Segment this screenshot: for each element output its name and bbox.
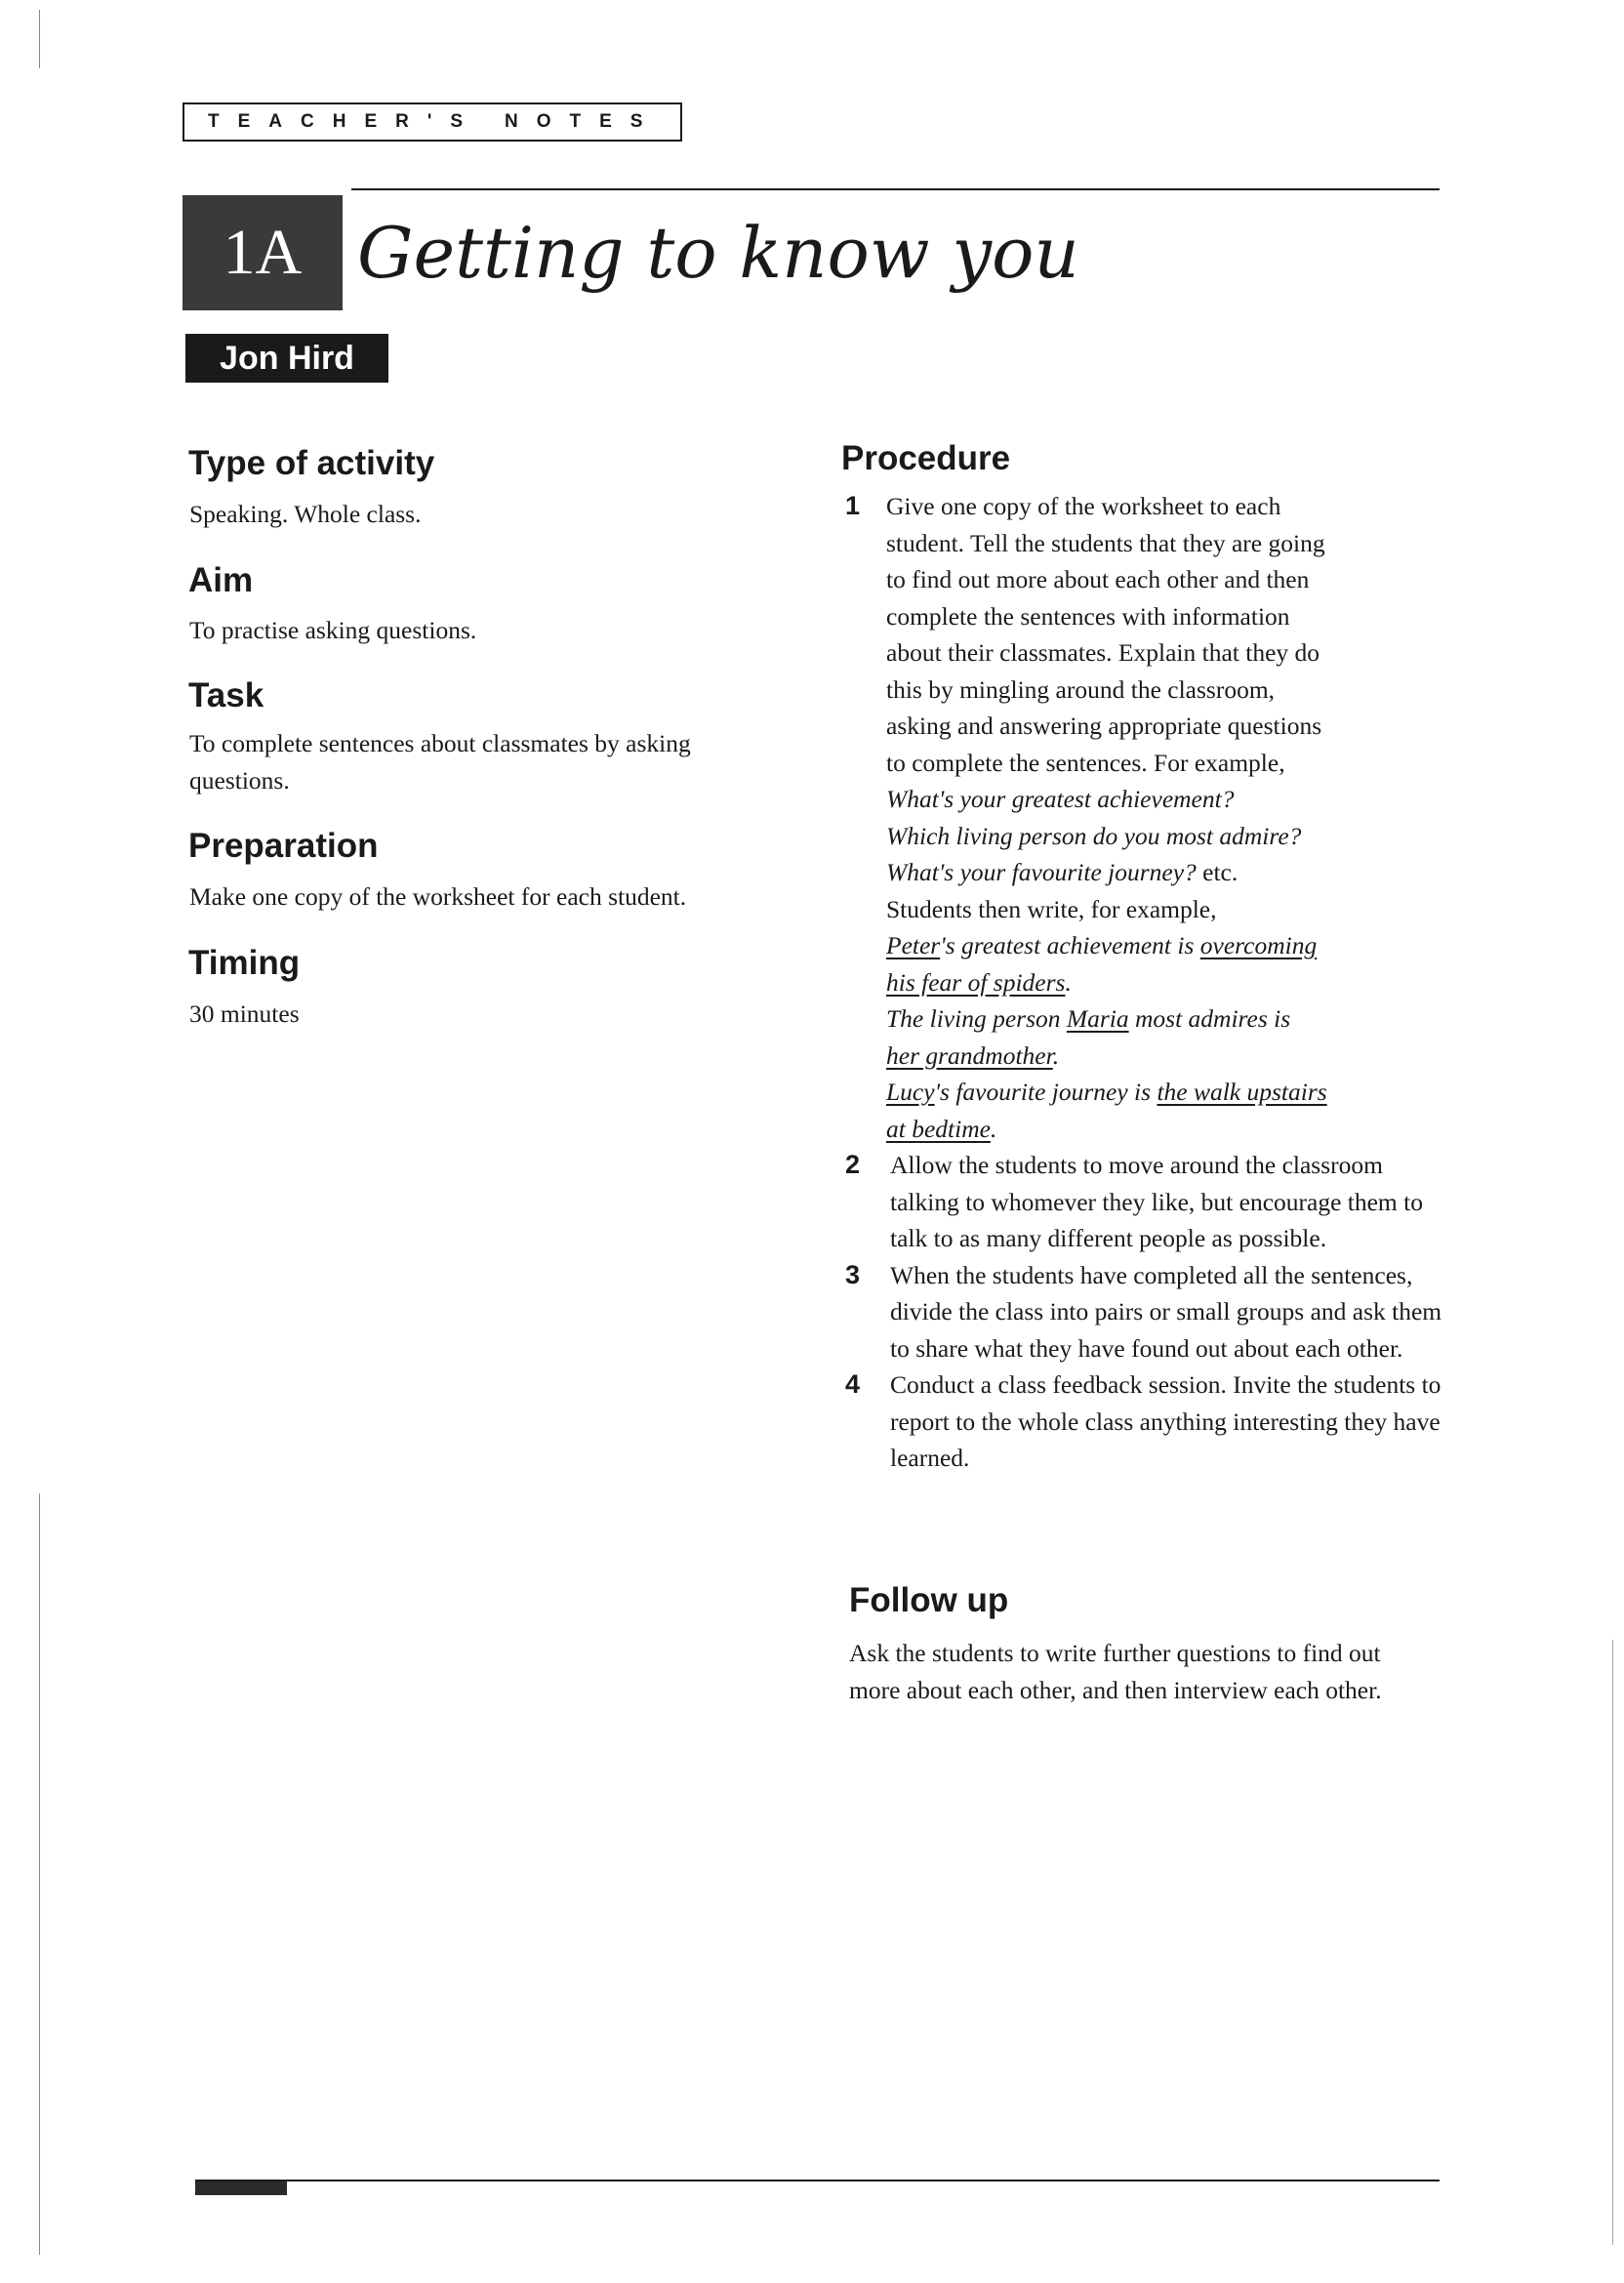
example-question: Which living person do you most admire?: [886, 821, 1302, 850]
procedure-list: [845, 488, 1450, 1477]
step-line: Give one copy of the worksheet to each: [886, 492, 1281, 520]
step-text: When the students have completed all the sentences, divide the class into pairs or small groups and ask them to share what they have found out about each other.: [890, 1260, 1442, 1363]
margin-line: [1612, 1640, 1613, 2245]
step-number: 3: [845, 1259, 861, 1289]
step-line: complete the sentences with information: [886, 601, 1290, 631]
step-number: 1: [845, 491, 861, 520]
preparation-text: Make one copy of the worksheet for each student.: [189, 882, 687, 911]
author-badge: Jon Hird: [185, 334, 388, 383]
follow-up-heading: Follow up: [849, 1581, 1009, 1619]
step-line: about their classmates. Explain that they do: [886, 638, 1320, 667]
task-heading: Task: [188, 676, 264, 714]
example-answer: Lucy's favourite journey is the walk upstairs: [886, 1078, 1327, 1106]
teachers-notes-tag: [183, 102, 682, 142]
aim-text: To practise asking questions.: [189, 616, 477, 644]
type-of-activity-text: Speaking. Whole class.: [189, 500, 422, 528]
step-line: student. Tell the students that they are going: [886, 528, 1325, 557]
procedure-step: [845, 1147, 1450, 1257]
procedure-step: [845, 1257, 1450, 1367]
procedure-step: [845, 488, 1450, 1147]
step-text: Allow the students to move around the classroom talking to whomever they like, but encourage them to talk to as many different people as possible.: [890, 1151, 1423, 1252]
example-suffix: etc.: [1196, 858, 1238, 886]
preparation-heading: Preparation: [188, 827, 379, 865]
step-line: to complete the sentences. For example,: [886, 748, 1285, 777]
footer-rule: [195, 2180, 1440, 2181]
example-answer: his fear of spiders.: [886, 967, 1072, 997]
step-text: Conduct a class feedback session. Invite the students to report to the whole class anything interesting they have learned.: [890, 1370, 1441, 1472]
page-title: Getting to know you: [357, 212, 1079, 294]
type-of-activity-heading: Type of activity: [188, 444, 435, 482]
example-answer: The living person Maria most admires is: [886, 1004, 1291, 1033]
unit-code-badge: 1A: [183, 195, 343, 310]
step-text: [886, 488, 1450, 1147]
example-answer: at bedtime.: [886, 1114, 997, 1143]
timing-heading: Timing: [188, 944, 301, 982]
example-answer: her grandmother.: [886, 1040, 1060, 1070]
task-text: To complete sentences about classmates by asking questions.: [189, 729, 691, 795]
step-number: 2: [845, 1150, 861, 1179]
example-answer: Peter's greatest achievement is overcoming: [886, 931, 1318, 959]
margin-line: [39, 1493, 40, 2255]
step-line: to find out more about each other and then: [886, 565, 1310, 593]
margin-line: [39, 10, 40, 68]
example-question: What's your greatest achievement?: [886, 785, 1235, 813]
tag-word-teachers: TEACHER'S: [208, 111, 482, 132]
step-number: 4: [845, 1369, 861, 1399]
follow-up-text: Ask the students to write further questions to find out more about each other, and then interview each other.: [849, 1639, 1382, 1704]
example-question: What's your favourite journey?: [886, 858, 1197, 886]
procedure-step: [845, 1366, 1450, 1477]
footer-mark: [195, 2181, 287, 2195]
tag-word-notes: NOTES: [505, 111, 662, 132]
title-rule: [351, 188, 1440, 190]
step-line: this by mingling around the classroom,: [886, 674, 1276, 704]
procedure-heading: Procedure: [841, 439, 1011, 477]
timing-text: 30 minutes: [189, 999, 300, 1028]
aim-heading: Aim: [188, 561, 254, 599]
step-line: Students then write, for example,: [886, 894, 1217, 923]
step-line: asking and answering appropriate questions: [886, 712, 1322, 740]
